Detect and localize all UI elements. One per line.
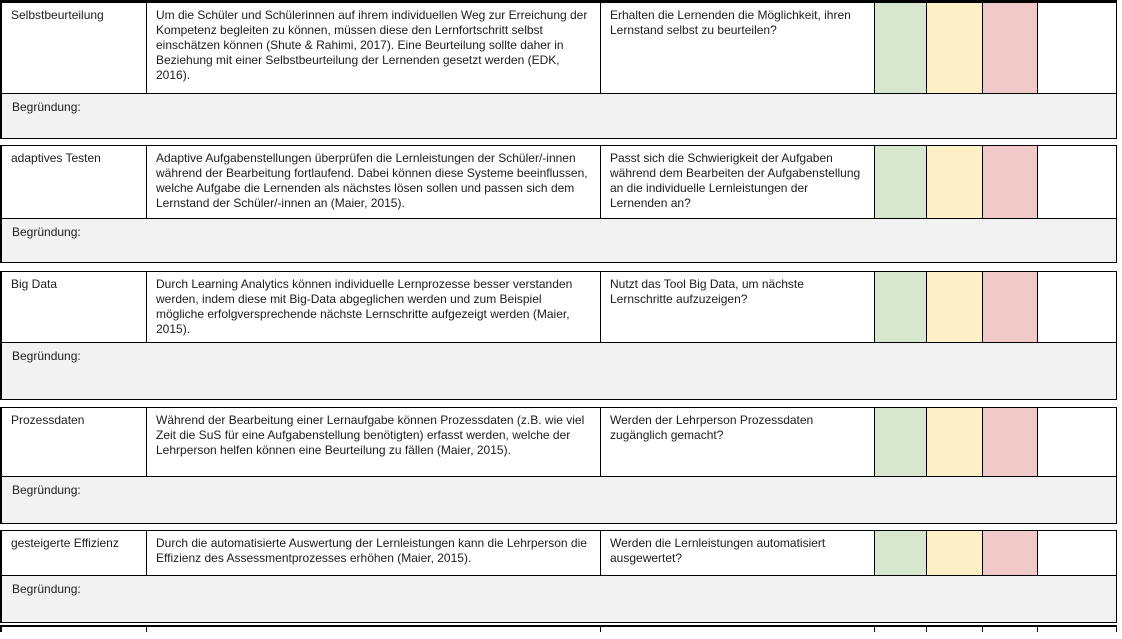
rating-red-cell[interactable] [983, 3, 1038, 93]
empty-cell [1038, 408, 1116, 476]
reason-label: Begründung: [12, 349, 81, 363]
criterion-section-selbstbeurteilung [0, 0, 1117, 139]
criterion-section-adaptives-testen [0, 145, 1117, 263]
reason-row[interactable] [2, 342, 1116, 399]
table-gap [0, 263, 1122, 271]
rating-yellow-cell[interactable] [927, 272, 983, 342]
rating-yellow-cell[interactable] [927, 3, 983, 93]
rating-yellow-cell[interactable] [927, 531, 983, 575]
term-cell: adaptives Testen [2, 146, 147, 218]
question-cell: Werden die Lernleistungen automatisiert ausgewertet? [601, 531, 875, 575]
empty-cell [1038, 3, 1116, 93]
description-cell: Durch Learning Analytics können individuelle Lernprozesse besser verstanden werden, indem diese mit Big-Data abgeglichen werden und zum Beispiel mögliche erfolgversprechende nächste Lernschritte aufgezeigt werden (Maier, 2015). [147, 272, 601, 342]
empty-cell [1038, 272, 1116, 342]
rating-green-cell[interactable] [875, 408, 927, 476]
criterion-section-gesteigerte-effizienz [0, 530, 1117, 623]
reason-label: Begründung: [12, 100, 81, 114]
empty-cell [1038, 146, 1116, 218]
question-cell: Werden der Lehrperson Prozessdaten zugänglich gemacht? [601, 408, 875, 476]
rating-green-cell[interactable] [875, 3, 927, 93]
rating-red-cell[interactable] [983, 531, 1038, 575]
table-gap [0, 400, 1122, 407]
reason-label: Begründung: [12, 225, 81, 239]
criterion-row [2, 272, 1116, 342]
rating-yellow-cell[interactable] [927, 146, 983, 218]
criterion-section-prozessdaten [0, 407, 1117, 524]
reason-row[interactable] [2, 476, 1116, 523]
rating-red-cell[interactable] [983, 408, 1038, 476]
description-cell: Um die Schüler und Schülerinnen auf ihrem individuellen Weg zur Erreichung der Kompetenz begleiten zu können, müssen diese den Lernfortschritt selbst einschätzen können (Shute & Rahimi, 2017). Eine Beurteilung sollte daher in Beziehung mit einer Selbstbeurteilung der Lernenden gesetzt werden (EDK, 2016). [147, 3, 601, 93]
rating-red-cell[interactable] [983, 272, 1038, 342]
description-cell: Während der Bearbeitung einer Lernaufgabe können Prozessdaten (z.B. wie viel Zeit die SuS für eine Aufgabenstellung benötigten) erfasst werden, welche der Lehrperson helfen können eine Beurteilung zu fällen (Maier, 2015). [147, 408, 601, 476]
rating-green-cell[interactable] [875, 531, 927, 575]
rating-red-cell[interactable] [983, 146, 1038, 218]
criterion-row [2, 408, 1116, 476]
reason-row[interactable] [2, 93, 1116, 138]
question-cell: Erhalten die Lernenden die Möglichkeit, ihren Lernstand selbst zu beurteilen? [601, 3, 875, 93]
criterion-section-big-data [0, 271, 1117, 400]
criterion-row [2, 146, 1116, 218]
description-cell: Durch die automatisierte Auswertung der Lernleistungen kann die Lehrperson die Effizienz des Assessmentprozesses erhöhen (Maier, 2015). [147, 531, 601, 575]
reason-row[interactable] [2, 575, 1116, 622]
criterion-row [2, 3, 1116, 93]
empty-cell [1038, 531, 1116, 575]
reason-label: Begründung: [12, 582, 81, 596]
criterion-row [2, 531, 1116, 575]
reason-label: Begründung: [12, 483, 81, 497]
question-cell: Passt sich die Schwierigkeit der Aufgaben während dem Bearbeiten der Aufgabenstellung an die individuelle Lernleistungen der Lernenden an? [601, 146, 875, 218]
reason-row[interactable] [2, 218, 1116, 262]
term-cell: Prozessdaten [2, 408, 147, 476]
rating-green-cell[interactable] [875, 146, 927, 218]
rating-yellow-cell[interactable] [927, 408, 983, 476]
description-cell: Adaptive Aufgabenstellungen überprüfen die Lernleistungen der Schüler/-innen während der Bearbeitung fortlaufend. Dabei können diese Systeme beeinflussen, welche Aufgabe die Lernenden als nächstes lösen sollen und passen sich dem Lernstand der Schüler/-innen an (Maier, 2015). [147, 146, 601, 218]
next-table-stub [0, 625, 1117, 632]
term-cell: gesteigerte Effizienz [2, 531, 147, 575]
term-cell: Big Data [2, 272, 147, 342]
question-cell: Nutzt das Tool Big Data, um nächste Lernschritte aufzuzeigen? [601, 272, 875, 342]
term-cell: Selbstbeurteilung [2, 3, 147, 93]
rating-green-cell[interactable] [875, 272, 927, 342]
